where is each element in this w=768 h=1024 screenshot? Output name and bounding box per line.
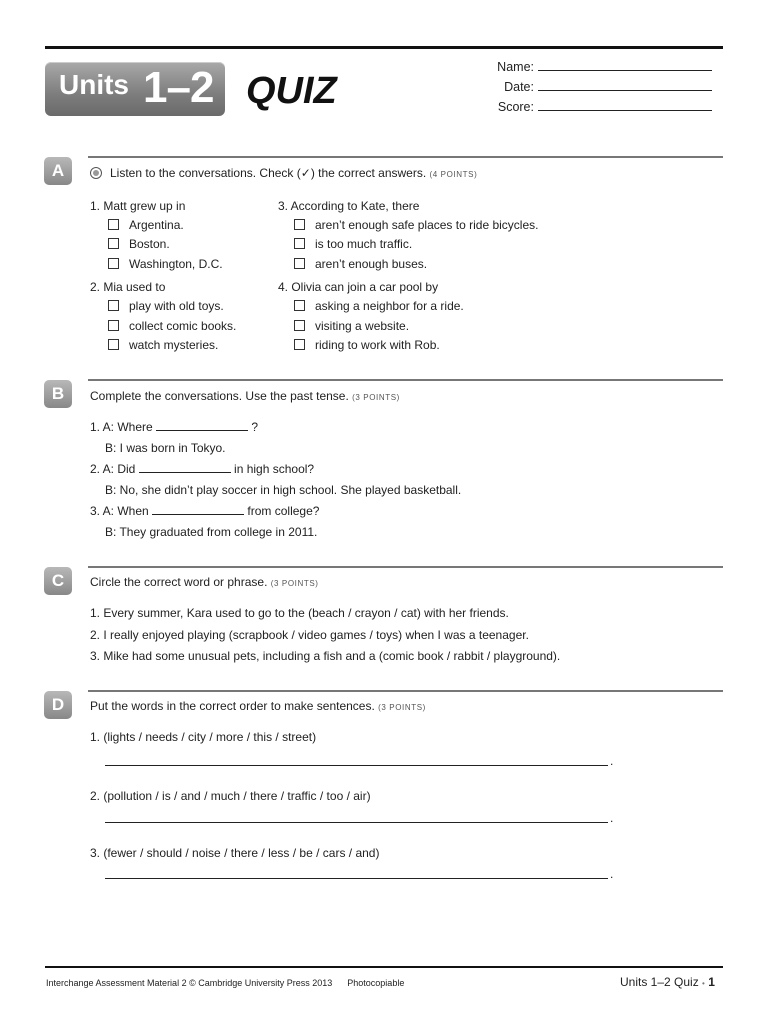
d-period-3: . <box>610 867 614 881</box>
checkbox[interactable] <box>294 300 305 311</box>
checkbox[interactable] <box>108 339 119 350</box>
footer-copyright: Interchange Assessment Material 2 © Cambridge University Press 2013 Photocopiable <box>46 978 405 988</box>
footer-page-label: Units 1–2 Quiz • 1 <box>620 975 715 989</box>
section-b-points: (3 POINTS) <box>352 393 400 402</box>
question-3-option-3[interactable]: aren’t enough buses. <box>294 257 427 271</box>
section-c-rule <box>88 566 723 568</box>
name-label: Name: <box>497 60 534 74</box>
footer-separator: • <box>702 979 705 988</box>
c-item-2[interactable]: 2. I really enjoyed playing (scrapbook / video games / toys) when I was a teenager. <box>90 628 529 642</box>
date-field[interactable] <box>488 80 712 94</box>
checkbox[interactable] <box>108 219 119 230</box>
top-rule <box>45 46 723 49</box>
section-c-instruction-text: Circle the correct word or phrase. <box>90 575 268 589</box>
section-a-instruction-text: Listen to the conversations. Check (✓) the correct answers. <box>110 166 427 180</box>
photocopiable-label: Photocopiable <box>347 978 405 988</box>
d-answer-line-2[interactable] <box>105 822 608 823</box>
question-2-stem: 2. Mia used to <box>90 280 166 294</box>
c-item-3[interactable]: 3. Mike had some unusual pets, including a fish and a (comic book / rabbit / playground). <box>90 649 561 663</box>
question-2-option-1[interactable]: play with old toys. <box>108 299 224 313</box>
section-b-rule <box>88 379 723 381</box>
checkbox[interactable] <box>108 300 119 311</box>
section-d-instruction <box>90 699 426 713</box>
answer-blank[interactable] <box>139 463 231 473</box>
question-3-option-1[interactable]: aren’t enough safe places to ride bicycles. <box>294 218 538 232</box>
question-2-option-3[interactable]: watch mysteries. <box>108 338 218 352</box>
question-1-option-3[interactable]: Washington, D.C. <box>108 257 223 271</box>
section-d-points: (3 POINTS) <box>378 703 426 712</box>
checkbox[interactable] <box>294 219 305 230</box>
question-4-option-1[interactable]: asking a neighbor for a ride. <box>294 299 464 313</box>
question-1-stem: 1. Matt grew up in <box>90 199 186 213</box>
checkbox[interactable] <box>294 238 305 249</box>
b-item-1-b: B: I was born in Tokyo. <box>105 441 226 455</box>
d-item-2: 2. (pollution / is / and / much / there / traffic / too / air) <box>90 789 371 803</box>
question-4-stem: 4. Olivia can join a car pool by <box>278 280 439 294</box>
question-4-option-2[interactable]: visiting a website. <box>294 319 409 333</box>
checkbox[interactable] <box>108 258 119 269</box>
units-word: Units <box>59 69 129 100</box>
question-3-option-2[interactable]: is too much traffic. <box>294 237 412 251</box>
b-item-2-b: B: No, she didn’t play soccer in high school. She played basketball. <box>105 483 462 497</box>
section-b-badge: B <box>44 380 72 408</box>
score-label: Score: <box>497 100 534 114</box>
d-item-3: 3. (fewer / should / noise / there / less / be / cars / and) <box>90 846 380 860</box>
section-c-points: (3 POINTS) <box>270 579 319 588</box>
question-2-option-2[interactable]: collect comic books. <box>108 319 236 333</box>
c-item-1[interactable]: 1. Every summer, Kara used to go to the (beach / crayon / cat) with her friends. <box>90 606 509 620</box>
d-answer-line-3[interactable] <box>105 878 608 879</box>
section-d-badge: D <box>44 691 72 719</box>
d-period-2: . <box>610 811 614 825</box>
quiz-title: QUIZ <box>246 70 337 112</box>
question-1-option-1[interactable]: Argentina. <box>108 218 184 232</box>
date-label: Date: <box>504 80 534 94</box>
checkbox[interactable] <box>294 320 305 331</box>
section-a-rule <box>88 156 723 158</box>
b-item-2-a: 2. A: Did in high school? <box>90 462 315 476</box>
b-item-3-b: B: They graduated from college in 2011. <box>105 525 318 539</box>
section-a-badge: A <box>44 157 72 185</box>
section-b-instruction <box>90 389 400 403</box>
b-item-3-a: 3. A: When from college? <box>90 504 320 518</box>
name-field[interactable] <box>488 60 712 74</box>
score-line[interactable] <box>538 100 712 111</box>
audio-icon <box>90 167 102 179</box>
score-field[interactable] <box>488 100 712 114</box>
question-4-option-3[interactable]: riding to work with Rob. <box>294 338 440 352</box>
d-item-1: 1. (lights / needs / city / more / this / street) <box>90 730 317 744</box>
checkbox[interactable] <box>108 238 119 249</box>
units-number: 1–2 <box>143 63 214 112</box>
checkbox[interactable] <box>108 320 119 331</box>
section-b-instruction-text: Complete the conversations. Use the past tense. <box>90 389 349 403</box>
date-line[interactable] <box>538 80 712 91</box>
section-a-points: (4 POINTS) <box>429 170 478 179</box>
units-badge <box>45 62 225 116</box>
bottom-rule <box>45 966 723 968</box>
section-a-instruction <box>90 166 477 180</box>
section-d-instruction-text: Put the words in the correct order to make sentences. <box>90 699 375 713</box>
name-line[interactable] <box>538 60 712 71</box>
section-c-badge: C <box>44 567 72 595</box>
b-item-1-a: 1. A: Where ? <box>90 420 259 434</box>
checkbox[interactable] <box>294 339 305 350</box>
page-number: 1 <box>708 975 715 989</box>
question-1-option-2[interactable]: Boston. <box>108 237 170 251</box>
answer-blank[interactable] <box>156 421 248 431</box>
d-answer-line-1[interactable] <box>105 765 608 766</box>
section-d-rule <box>88 690 723 692</box>
d-period-1: . <box>610 754 614 768</box>
question-3-stem: 3. According to Kate, there <box>278 199 420 213</box>
answer-blank[interactable] <box>152 505 244 515</box>
section-c-instruction <box>90 575 319 589</box>
checkbox[interactable] <box>294 258 305 269</box>
